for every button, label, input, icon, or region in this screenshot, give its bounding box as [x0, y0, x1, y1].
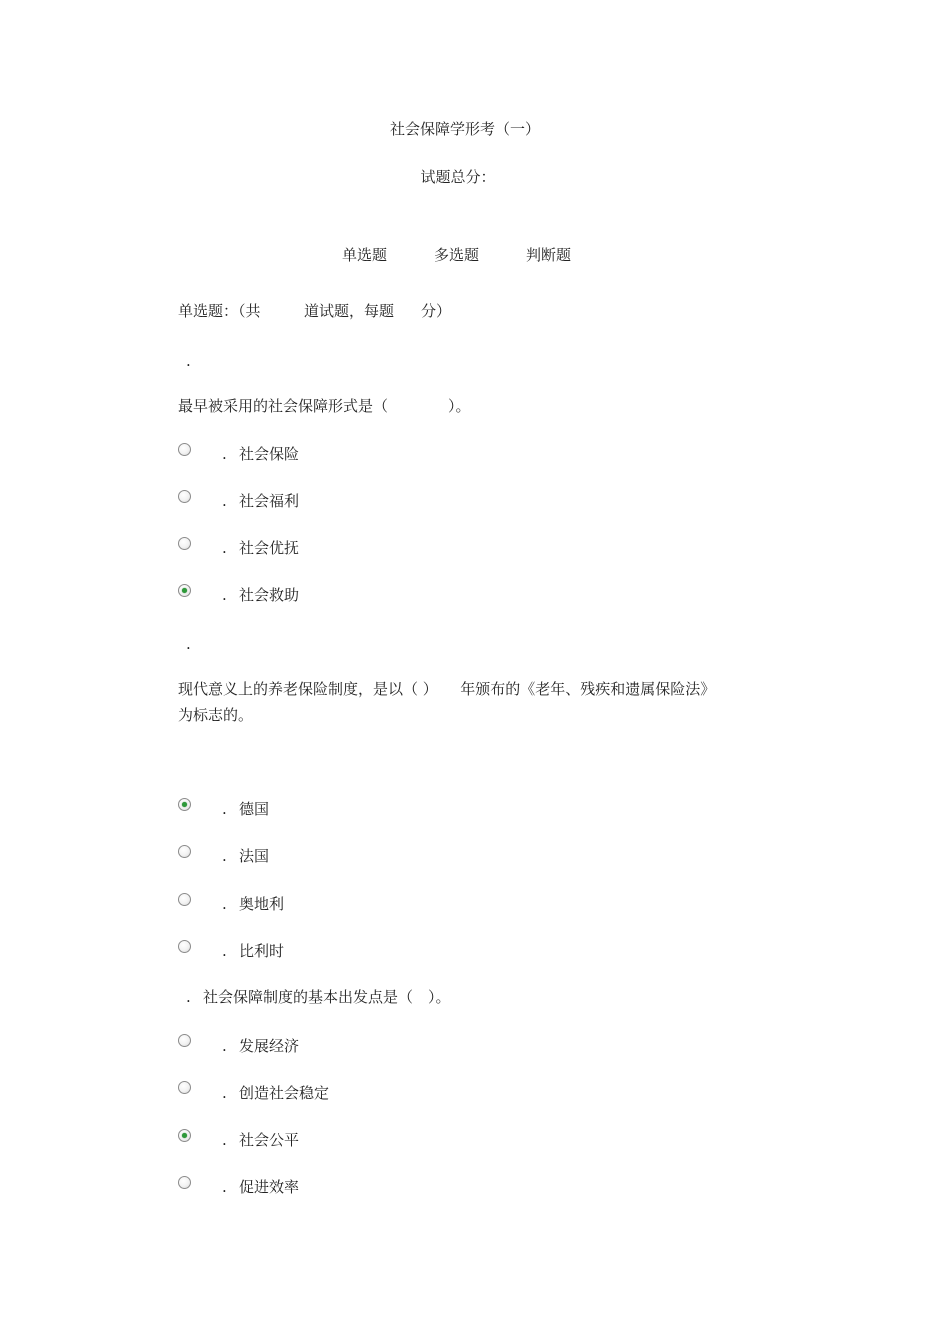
tab-multiple-choice[interactable]: 多选题	[434, 246, 480, 264]
option-marker: .	[222, 492, 227, 510]
option-marker: .	[222, 1037, 227, 1055]
option-marker: .	[222, 586, 227, 604]
tab-single-choice[interactable]: 单选题	[342, 246, 388, 264]
question-text: 社会保障制度的基本出发点是（ ）。	[203, 988, 451, 1006]
option-marker: .	[222, 1084, 227, 1102]
radio-option[interactable]	[178, 443, 191, 456]
radio-option[interactable]	[178, 490, 191, 503]
tab-true-false[interactable]: 判断题	[526, 246, 572, 264]
option-label[interactable]: 社会福利	[239, 492, 300, 510]
radio-option[interactable]	[178, 940, 191, 953]
total-score-label: 试题总分：	[420, 168, 496, 186]
option-label[interactable]: 社会救助	[239, 586, 300, 604]
option-marker: .	[222, 895, 227, 913]
question-text-line1: 现代意义上的养老保险制度，是以（ ） 年颁布的《老年、残疾和遗属保险法》	[178, 680, 716, 698]
question-text-line2: 为标志的。	[178, 706, 254, 724]
section-header-end: 分）	[421, 302, 452, 320]
radio-option-selected[interactable]	[178, 584, 191, 597]
radio-option[interactable]	[178, 845, 191, 858]
radio-option[interactable]	[178, 893, 191, 906]
option-marker: .	[222, 942, 227, 960]
question-number: .	[186, 635, 191, 653]
option-label[interactable]: 促进效率	[239, 1178, 300, 1196]
radio-option-selected[interactable]	[178, 1129, 191, 1142]
option-marker: .	[222, 1131, 227, 1149]
option-marker: .	[222, 847, 227, 865]
option-label[interactable]: 比利时	[239, 942, 285, 960]
option-label[interactable]: 社会保险	[239, 445, 300, 463]
option-label[interactable]: 发展经济	[239, 1037, 300, 1055]
section-header-mid: 道试题，每题	[304, 302, 395, 320]
option-label[interactable]: 法国	[239, 847, 270, 865]
radio-option[interactable]	[178, 1176, 191, 1189]
option-marker: .	[222, 800, 227, 818]
option-label[interactable]: 社会公平	[239, 1131, 300, 1149]
option-label[interactable]: 奥地利	[239, 895, 285, 913]
option-label[interactable]: 创造社会稳定	[239, 1084, 330, 1102]
option-label[interactable]: 德国	[239, 800, 270, 818]
question-number: .	[186, 988, 191, 1006]
radio-option[interactable]	[178, 1034, 191, 1047]
section-header-start: 单选题：（共	[178, 302, 261, 320]
radio-option[interactable]	[178, 537, 191, 550]
radio-option-selected[interactable]	[178, 798, 191, 811]
option-marker: .	[222, 539, 227, 557]
option-marker: .	[222, 1178, 227, 1196]
question-text: 最早被采用的社会保障形式是（ ）。	[178, 397, 471, 415]
option-label[interactable]: 社会优抚	[239, 539, 300, 557]
radio-option[interactable]	[178, 1081, 191, 1094]
question-number: .	[186, 352, 191, 370]
option-marker: .	[222, 445, 227, 463]
page-title: 社会保障学形考（一）	[389, 120, 540, 138]
